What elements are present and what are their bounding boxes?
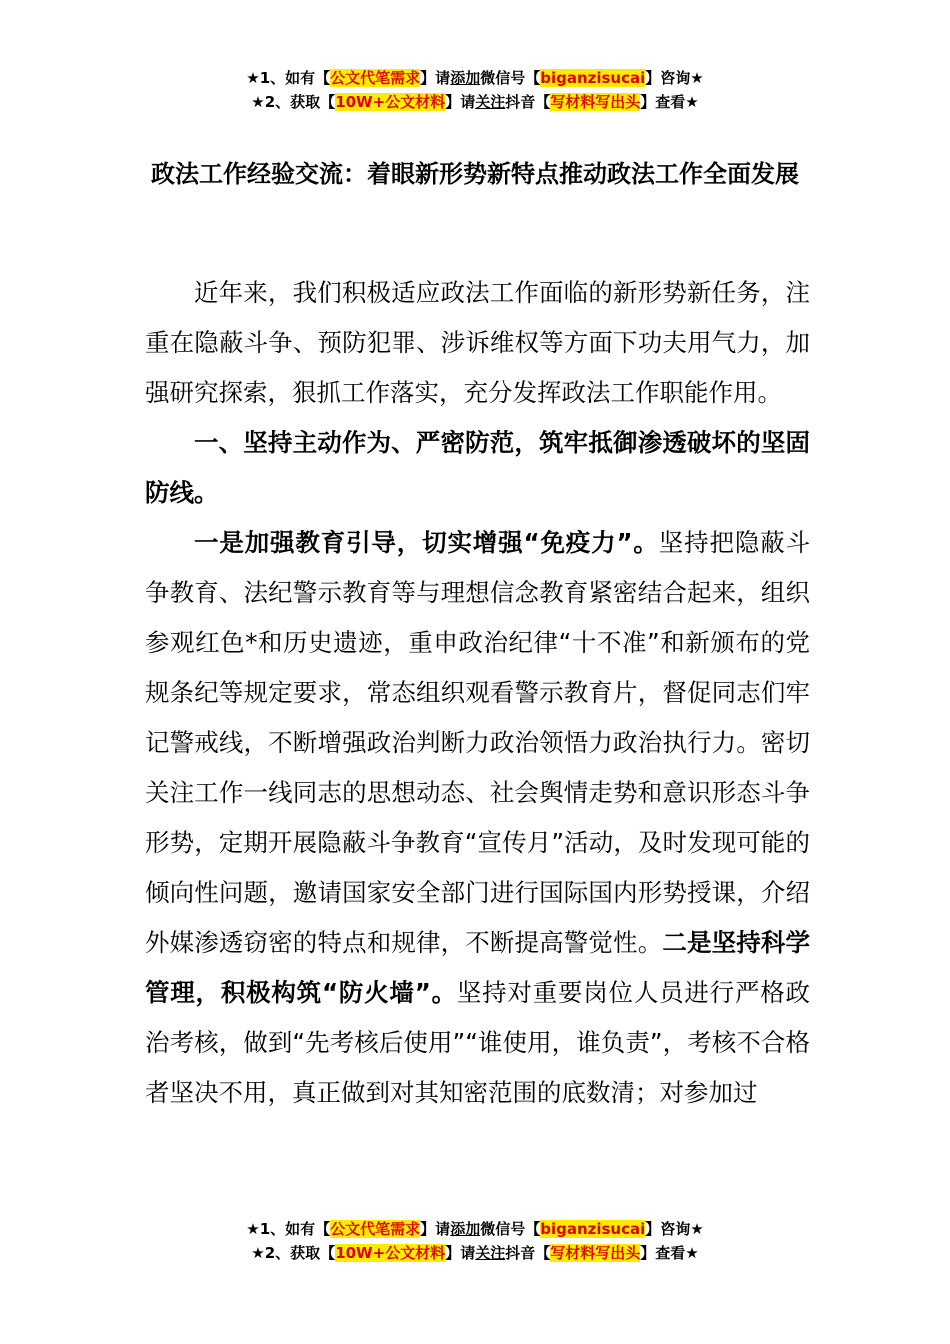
- promo-banner-bottom: [0, 1217, 950, 1265]
- point-body: 坚持把隐蔽斗争教育、法纪警示教育等与理想信念教育紧密结合起来，组织参观红色*和历史遗迹，重申政治纪律“十不准”和新颁布的党规条纪等规定要求，常态组织观看警示教育片，督促同志们牢记警戒线，不断增强政治判断力政治领悟力政治执行力。密切关注工作一线同志的思想动态、社会舆情走势和意识形态斗争形势，定期开展隐蔽斗争教育“宣传月”活动，及时发现可能的倾向性问题，邀请国家安全部门进行国际国内形势授课，介绍外媒渗透窃密的特点和规律，不断提高警觉性。: [145, 528, 811, 957]
- section-heading-text: 一、坚持主动作为、严密防范，筑牢抵御渗透破坏的坚固防线。: [145, 428, 810, 507]
- intro-paragraph: 近年来，我们积极适应政法工作面临的新形势新任务，注重在隐蔽斗争、预防犯罪、涉诉维权等方面下功夫用气力，加强研究探索，狠抓工作落实，充分发挥政法工作职能作用。: [145, 278, 810, 407]
- promo-text: ★2、获取【: [251, 1244, 336, 1262]
- promo-text: ★1、如有【: [246, 69, 331, 87]
- promo-line-1: [0, 66, 950, 90]
- body-paragraph: [145, 518, 810, 1118]
- promo-highlight: 10W+公文材料: [335, 93, 446, 111]
- promo-underlined: 添加: [450, 69, 481, 87]
- promo-text: 】请: [445, 1244, 476, 1262]
- promo-text: 】咨询★: [645, 1220, 704, 1238]
- promo-text: 】咨询★: [645, 69, 704, 87]
- promo-text: ★2、获取【: [251, 93, 336, 111]
- promo-text: 微信号【: [480, 1220, 541, 1238]
- promo-highlight: 公文代笔需求: [330, 69, 421, 87]
- point-heading: 一是加强教育引导，切实增强“免疫力”。: [194, 528, 659, 557]
- promo-highlight: 10W+公文材料: [335, 1244, 446, 1262]
- promo-text: 】请: [445, 93, 476, 111]
- promo-text: 】查看★: [640, 93, 699, 111]
- section-heading: [145, 418, 810, 518]
- promo-text: 】请: [420, 1220, 451, 1238]
- promo-underlined: 关注: [475, 93, 506, 111]
- promo-text: 微信号【: [480, 69, 541, 87]
- promo-underlined: 添加: [450, 1220, 481, 1238]
- promo-text: 抖音【: [505, 1244, 551, 1262]
- promo-banner-top: [0, 66, 950, 114]
- promo-text: 】请: [420, 69, 451, 87]
- promo-line-1: [0, 1217, 950, 1241]
- promo-highlight: biganzisucai: [540, 69, 646, 87]
- document-body: [145, 268, 810, 1118]
- promo-highlight: biganzisucai: [540, 1220, 646, 1238]
- point-body: 坚持对重要岗位人员进行严格政治考核，做到“先考核后使用”“谁使用，谁负责”，考核不合格者坚决不用，真正做到对其知密范围的底数清；对参加过: [145, 978, 811, 1107]
- promo-text: 抖音【: [505, 93, 551, 111]
- promo-highlight: 写材料写出头: [550, 93, 641, 111]
- promo-highlight: 写材料写出头: [550, 1244, 641, 1262]
- promo-line-2: [0, 90, 950, 114]
- promo-text: 】查看★: [640, 1244, 699, 1262]
- point-heading: 二是坚持科学管理，积极构筑“防火墙”。: [145, 928, 811, 1007]
- promo-highlight: 公文代笔需求: [330, 1220, 421, 1238]
- promo-text: ★1、如有【: [246, 1220, 331, 1238]
- promo-line-2: [0, 1241, 950, 1265]
- document-title: 政法工作经验交流：着眼新形势新特点推动政法工作全面发展: [151, 160, 799, 188]
- promo-underlined: 关注: [475, 1244, 506, 1262]
